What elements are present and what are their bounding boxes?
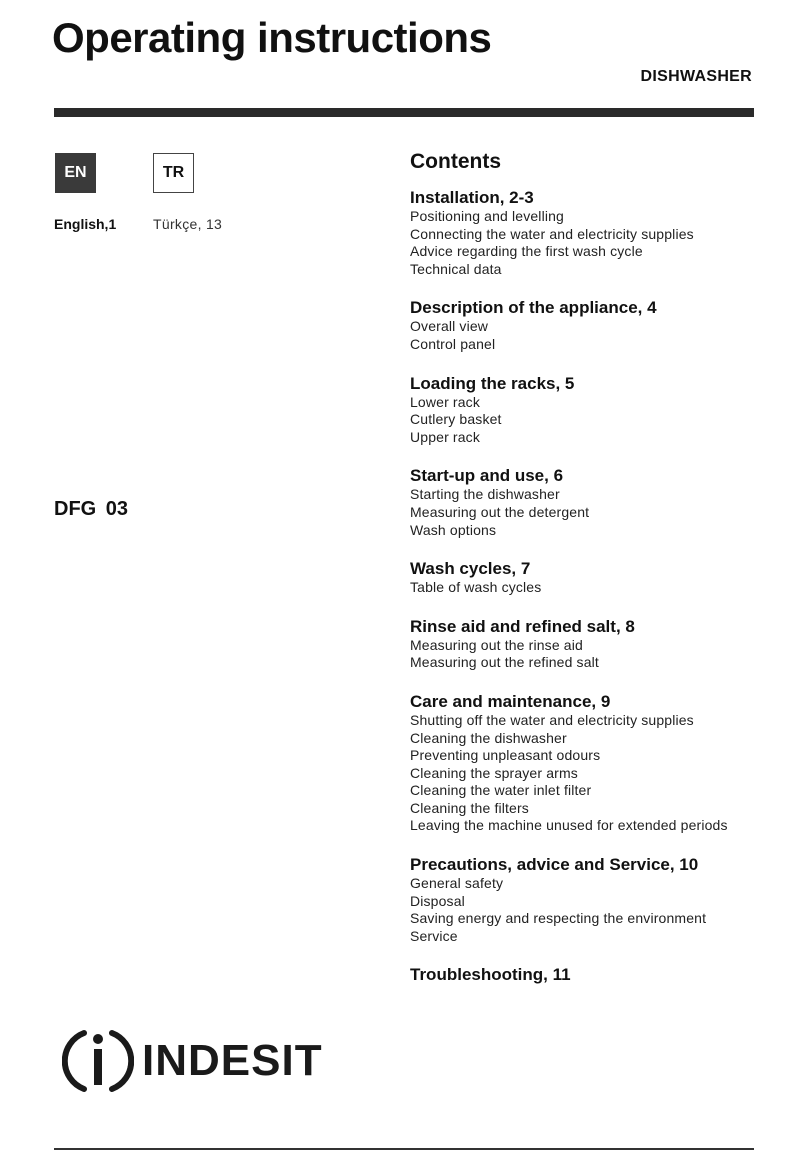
language-label-tr[interactable]: Türkçe, 13 (153, 216, 223, 232)
section-item[interactable]: Disposal (410, 892, 465, 909)
section-item-list (410, 318, 770, 353)
section-item[interactable]: Positioning and levelling (410, 208, 564, 224)
section-item-list (410, 712, 770, 835)
section-item[interactable]: Overall view (410, 318, 489, 335)
section-item[interactable]: Technical data (410, 260, 502, 277)
section-item[interactable]: Upper rack (410, 428, 480, 445)
contents-section (410, 617, 770, 672)
brand-name: INDESIT (142, 1036, 323, 1085)
section-item[interactable]: Cleaning the sprayer arms (410, 764, 578, 781)
section-item[interactable]: Measuring out the rinse aid (410, 636, 583, 653)
contents-section (410, 188, 770, 278)
section-title[interactable]: Start-up and use, 6 (410, 466, 564, 486)
contents-section (410, 374, 770, 447)
section-item[interactable]: Service (410, 927, 458, 944)
section-title[interactable]: Wash cycles, 7 (410, 559, 531, 579)
brand-logo (62, 1025, 322, 1097)
language-tab-tr[interactable]: TR (153, 153, 194, 193)
contents-section (410, 466, 770, 539)
model-number: DFG 03 (54, 498, 129, 520)
section-item[interactable]: Saving energy and respecting the environment (410, 910, 707, 927)
section-title[interactable]: Precautions, advice and Service, 10 (410, 855, 699, 875)
section-item[interactable]: Shutting off the water and electricity supplies (410, 711, 694, 728)
section-item[interactable]: General safety (410, 875, 504, 892)
language-tab-en[interactable]: EN (55, 153, 96, 193)
contents-section (410, 298, 770, 353)
contents-sections (410, 188, 770, 985)
section-item-list (410, 486, 770, 539)
contents-heading: Contents (410, 150, 501, 173)
contents-section (410, 855, 770, 945)
top-divider (54, 108, 754, 117)
section-item[interactable]: Leaving the machine unused for extended periods (410, 817, 728, 834)
section-item[interactable]: Advice regarding the first wash cycle (410, 243, 643, 260)
section-item[interactable]: Measuring out the refined salt (410, 654, 599, 671)
section-item-list (410, 579, 770, 597)
section-title[interactable]: Description of the appliance, 4 (410, 298, 657, 318)
section-item-list (410, 875, 770, 945)
section-item-list (410, 208, 770, 278)
language-label-en[interactable]: English,1 (54, 216, 117, 232)
product-type-label: DISHWASHER (640, 68, 752, 85)
section-item[interactable]: Preventing unpleasant odours (410, 747, 601, 764)
section-item[interactable]: Cutlery basket (410, 411, 502, 428)
section-title[interactable]: Troubleshooting, 11 (410, 965, 571, 985)
indesit-logo-icon (62, 1025, 134, 1097)
section-item[interactable]: Table of wash cycles (410, 579, 542, 596)
section-item-list (410, 394, 770, 447)
section-item-list (410, 637, 770, 672)
section-item[interactable]: Measuring out the detergent (410, 503, 590, 520)
section-item[interactable]: Cleaning the water inlet filter (410, 782, 592, 799)
section-title[interactable]: Installation, 2-3 (410, 188, 534, 207)
bottom-divider (54, 1148, 754, 1150)
contents-section (410, 965, 770, 985)
page-title: Operating instructions (52, 14, 492, 61)
section-item[interactable]: Wash options (410, 521, 497, 538)
section-item[interactable]: Lower rack (410, 393, 480, 410)
section-title[interactable]: Care and maintenance, 9 (410, 691, 611, 711)
section-item[interactable]: Control panel (410, 335, 496, 352)
section-title[interactable]: Rinse aid and refined salt, 8 (410, 616, 635, 636)
contents-section (410, 559, 770, 597)
section-title[interactable]: Loading the racks, 5 (410, 373, 575, 393)
table-of-contents (410, 148, 770, 1005)
section-item[interactable]: Cleaning the filters (410, 799, 529, 816)
section-item[interactable]: Connecting the water and electricity supplies (410, 225, 694, 242)
section-item[interactable]: Starting the dishwasher (410, 486, 560, 503)
section-item[interactable]: Cleaning the dishwasher (410, 729, 567, 746)
contents-section (410, 692, 770, 835)
